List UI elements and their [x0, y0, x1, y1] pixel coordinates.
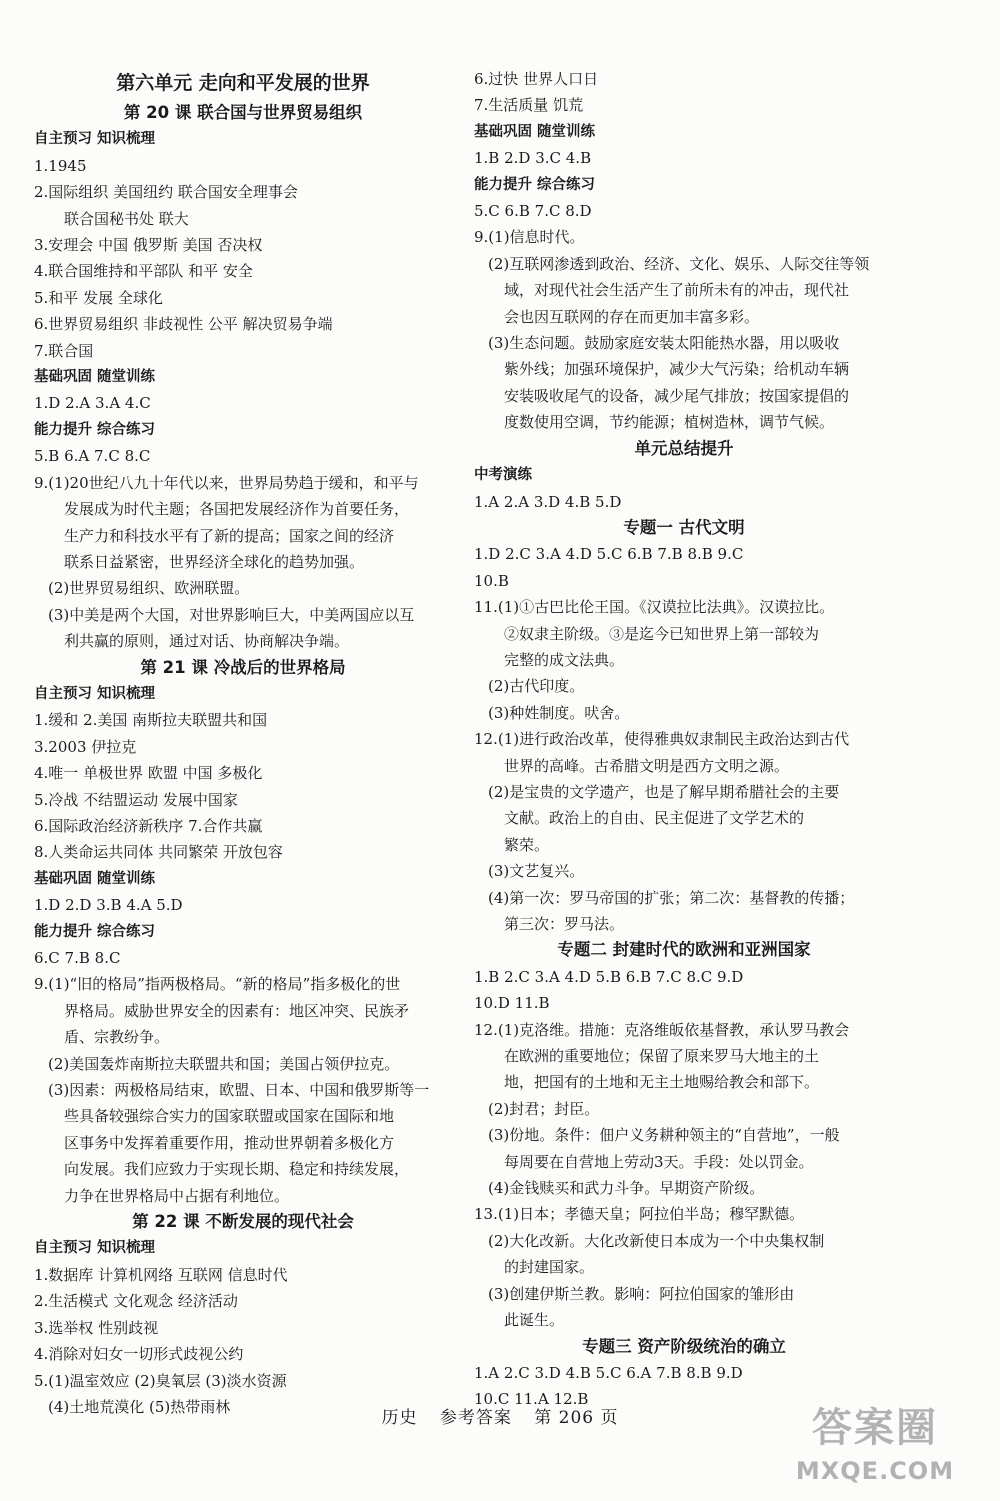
answer-continuation: 域，对现代社会生活产生了前所未有的冲击，现代社: [504, 281, 850, 300]
subsection-label: 自主预习 知识梳理: [34, 685, 156, 702]
answer-continuation: ②奴隶主阶级。③是迄今已知世界上第一部较为: [504, 624, 820, 643]
subsection-label: 能力提升 综合练习: [34, 923, 156, 940]
answer-line: 6.C 7.B 8.C: [34, 949, 121, 967]
footer-subject: 历史: [381, 1408, 418, 1428]
answer-continuation: 界格局。威胁世界安全的因素有：地区冲突、民族矛: [64, 1001, 410, 1020]
right-column: [474, 66, 894, 1413]
answer-line: 5.B 6.A 7.C 8.C: [34, 447, 151, 466]
subsection-label: 中考演练: [474, 467, 532, 484]
answer-line: 1.1945: [34, 156, 87, 175]
answer-line: 2.国际组织 美国纽约 联合国安全理事会: [34, 183, 298, 202]
answer-continuation: 盾、宗教纷争。: [64, 1028, 170, 1047]
watermark-logo: [760, 1400, 990, 1495]
watermark-url: MXQE.COM: [795, 1457, 955, 1485]
answer-line: 10.B: [474, 571, 509, 590]
answer-line: 1.B 2.C 3.A 4.D 5.B 6.B 7.C 8.C 9.D: [474, 967, 744, 986]
answer-line: 10.C 11.A 12.B: [474, 1390, 589, 1409]
answer-line: 1.A 2.C 3.D 4.B 5.C 6.A 7.B 8.B 9.D: [474, 1363, 743, 1382]
section-heading: 专题三 资产阶级统治的确立: [582, 1336, 786, 1356]
answer-line: 5.和平 发展 全球化: [34, 288, 163, 307]
answer-continuation: 此诞生。: [504, 1311, 565, 1330]
left-column: [34, 66, 452, 1420]
watermark-text: 答案圈: [812, 1405, 938, 1451]
answer-subline: (2)古代印度。: [488, 677, 585, 696]
answer-line: 13.(1)日本；孝德天皇；阿拉伯半岛；穆罕默德。: [474, 1205, 805, 1224]
answer-continuation: 联合国秘书处 联大: [64, 209, 189, 228]
answer-line: 5.(1)温室效应 (2)臭氧层 (3)淡水资源: [34, 1371, 287, 1390]
answer-line: 4.联合国维持和平部队 和平 安全: [34, 262, 253, 281]
answer-line: 11.(1)①古巴比伦王国。《汉谟拉比法典》。汉谟拉比。: [474, 598, 835, 617]
answer-continuation: 发展成为时代主题；各国把发展经济作为首要任务，: [64, 500, 410, 519]
answer-line: 1.缓和 2.美国 南斯拉夫联盟共和国: [34, 711, 268, 730]
subsection-label: 基础巩固 随堂训练: [34, 369, 156, 386]
answer-continuation: 地，把国有的土地和无主土地赐给教会和部下。: [504, 1073, 820, 1092]
answer-continuation: 世界的高峰。古希腊文明是西方文明之源。: [504, 756, 790, 775]
answer-line: 5.冷战 不结盟运动 发展中国家: [34, 790, 238, 809]
answer-continuation: 力争在世界格局中占据有利地位。: [64, 1186, 290, 1205]
answer-continuation: 第三次：罗马法。: [504, 915, 625, 933]
answer-line: 10.D 11.B: [474, 994, 550, 1013]
answer-line: 1.D 2.C 3.A 4.D 5.C 6.B 7.B 8.B 9.C: [474, 545, 744, 564]
section-heading: 单元总结提升: [634, 438, 734, 458]
answer-line: 9.(1)“旧的格局”指两极格局。“新的格局”指多极化的世: [34, 975, 401, 994]
answer-subline: (3)创建伊斯兰教。影响：阿拉伯国家的雏形由: [488, 1284, 795, 1303]
answer-continuation: 生产力和科技水平有了新的提高；国家之间的经济: [64, 526, 395, 545]
answer-continuation: 安装吸收尾气的设备，减少尾气排放；按国家提倡的: [504, 386, 850, 405]
answer-continuation: 紫外线；加强环境保护，减少大气污染；给机动车辆: [504, 360, 850, 379]
subsection-label: 能力提升 综合练习: [34, 421, 156, 438]
answer-line: 8.人类命运共同体 共同繁荣 开放包容: [34, 843, 283, 862]
answer-continuation: 向发展。我们应致力于实现长期、稳定和持续发展，: [64, 1160, 410, 1179]
answer-line: 1.A 2.A 3.D 4.B 5.D: [474, 492, 622, 511]
answer-line: 1.B 2.D 3.C 4.B: [474, 149, 592, 168]
answer-continuation: 文献。政治上的自由、民主促进了文学艺术的: [504, 809, 805, 828]
answer-continuation: 每周要在自营地上劳动3天。手段：处以罚金。: [504, 1152, 814, 1171]
answer-line: 12.(1)进行政治改革，使得雅典奴隶制民主政治达到古代: [474, 730, 850, 749]
answer-subline: (4)第一次：罗马帝国的扩张；第二次：基督教的传播；: [488, 888, 855, 907]
answer-line: 1.D 2.D 3.B 4.A 5.D: [34, 896, 183, 915]
answer-subline: (2)世界贸易组织、欧洲联盟。: [48, 579, 250, 598]
section-heading: 专题二 封建时代的欧洲和亚洲国家: [557, 940, 811, 960]
answer-continuation: 度数使用空调，节约能源；植树造林，调节气候。: [504, 413, 835, 432]
answer-line: 4.消除对妇女一切形式歧视公约: [34, 1345, 244, 1364]
section-heading: 第 22 课 不断发展的现代社会: [132, 1212, 354, 1232]
answer-continuation: 区事务中发挥着重要作用，推动世界朝着多极化方: [64, 1133, 395, 1152]
answer-subline: (2)大化改新。大化改新使日本成为一个中央集权制: [488, 1231, 825, 1250]
answer-line: 6.世界贸易组织 非歧视性 公平 解决贸易争端: [34, 315, 333, 334]
answer-line: 5.C 6.B 7.C 8.D: [474, 202, 592, 221]
answer-continuation: 繁荣。: [504, 835, 550, 854]
subsection-label: 自主预习 知识梳理: [34, 131, 156, 148]
answer-subline: (3)文艺复兴。: [488, 862, 585, 881]
answer-line: 2.生活模式 文化观念 经济活动: [34, 1292, 238, 1311]
answer-continuation: 些具备较强综合实力的国家联盟或国家在国际和地: [64, 1107, 395, 1126]
section-heading: 专题一 古代文明: [623, 517, 745, 537]
answer-subline: (3)份地。条件：佃户义务耕种领主的“自营地”，一般: [488, 1126, 840, 1145]
answer-subline: (2)互联网渗透到政治、经济、文化、娱乐、人际交往等领: [488, 254, 870, 273]
answer-line: 6.国际政治经济新秩序 7.合作共赢: [34, 816, 263, 835]
subsection-label: 能力提升 综合练习: [474, 176, 596, 193]
answer-line: 4.唯一 单极世界 欧盟 中国 多极化: [34, 764, 263, 783]
answer-subline: (2)是宝贵的文学遗产，也是了解早期希腊社会的主要: [488, 782, 840, 801]
answer-line: 1.D 2.A 3.A 4.C: [34, 394, 151, 413]
answer-line: 7.联合国: [34, 341, 94, 360]
answer-continuation: 的封建国家。: [504, 1258, 595, 1277]
answer-line: 9.(1)信息时代。: [474, 228, 585, 247]
answer-subline: (4)土地荒漠化 (5)热带雨林: [48, 1397, 231, 1416]
answer-subline: (2)美国轰炸南斯拉夫联盟共和国；美国占领伊拉克。: [48, 1054, 400, 1073]
answer-subline: (3)中美是两个大国，对世界影响巨大，中美两国应以互: [48, 605, 415, 624]
answer-continuation: 在欧洲的重要地位；保留了原来罗马大地主的土: [504, 1047, 820, 1066]
answer-continuation: 会也因互联网的存在而更加丰富多彩。: [504, 307, 760, 326]
answer-line: 6.过快 世界人口日: [474, 70, 599, 88]
answer-continuation: 完整的成文法典。: [504, 650, 625, 669]
footer-title: 参考答案: [439, 1408, 512, 1428]
answer-line: 3.2003 伊拉克: [34, 737, 137, 756]
answer-subline: (2)封君；封臣。: [488, 1099, 600, 1118]
answer-subline: (3)因素：两极格局结束，欧盟、日本、中国和俄罗斯等一: [48, 1081, 430, 1100]
subsection-label: 基础巩固 随堂训练: [474, 123, 596, 140]
footer-page-number: 第 206 页: [534, 1408, 619, 1428]
answer-line: 3.选举权 性别歧视: [34, 1318, 159, 1337]
subsection-label: 自主预习 知识梳理: [34, 1240, 156, 1257]
section-heading: 第 21 课 冷战后的世界格局: [140, 657, 346, 677]
subsection-label: 基础巩固 随堂训练: [34, 870, 156, 887]
answer-continuation: 利共赢的原则，通过对话、协商解决争端。: [64, 632, 350, 651]
answer-subline: (3)种姓制度。吠舍。: [488, 703, 630, 722]
answer-line: 7.生活质量 饥荒: [474, 96, 584, 115]
unit-title: 第六单元 走向和平发展的世界: [116, 72, 370, 94]
answer-line: 12.(1)克洛维。措施：克洛维皈依基督教，承认罗马教会: [474, 1020, 850, 1039]
answer-continuation: 联系日益紧密，世界经济全球化的趋势加强。: [64, 552, 365, 571]
answer-line: 3.安理会 中国 俄罗斯 美国 否决权: [34, 236, 263, 255]
section-heading: 第 20 课 联合国与世界贸易组织: [123, 103, 363, 122]
answer-subline: (4)金钱赎买和武力斗争。早期资产阶级。: [488, 1179, 765, 1198]
answer-subline: (3)生态问题。鼓励家庭安装太阳能热水器，用以吸收: [488, 334, 840, 353]
answer-line: 9.(1)20世纪八九十年代以来，世界局势趋于缓和，和平与: [34, 473, 419, 492]
answer-line: 1.数据库 计算机网络 互联网 信息时代: [34, 1265, 288, 1284]
